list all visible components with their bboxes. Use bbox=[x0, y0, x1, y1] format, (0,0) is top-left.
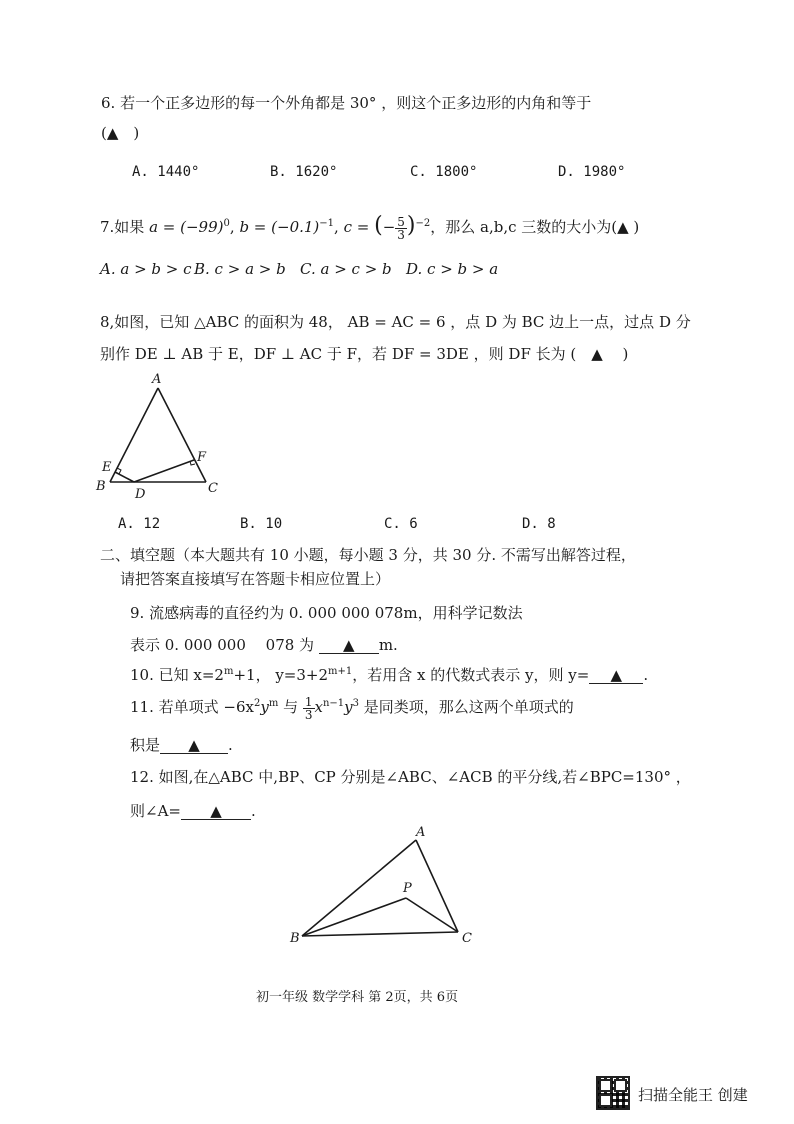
q7-line: 7.如果 $a = (-99)^0$, $b = (-0.1)^{-1}$, c = (− $\frac{5}{3}$ )$^{-2}$，那么 a,b,c 三数的大小为(▲ ) bbox=[100, 213, 640, 242]
q11-y2: y bbox=[344, 698, 353, 716]
q12-end: . bbox=[250, 802, 256, 820]
q7-b-part: b = (−0.1) bbox=[239, 218, 320, 236]
q6-option-d: D. 1980° bbox=[558, 164, 626, 180]
qr-code-icon bbox=[596, 1076, 630, 1110]
q6-line1: 6. 若一个正多边形的每一个外角都是 30° ，则这个正多边形的内角和等于 bbox=[101, 94, 592, 112]
q10-mid: +1， y=3+2 bbox=[233, 666, 329, 684]
q7-option-b: B. c > a > b bbox=[194, 260, 286, 278]
q7-a-part: a = (−99) bbox=[149, 218, 224, 236]
q7-c-rparen: ) bbox=[406, 213, 416, 238]
q10-line bbox=[130, 664, 648, 685]
q8-option-b: B. 10 bbox=[240, 516, 283, 532]
q8-option-a: A. 12 bbox=[118, 516, 161, 532]
q11-fraction: $\frac{1}{3}$ bbox=[304, 694, 313, 722]
q11-y-exp: m bbox=[268, 698, 279, 709]
q12-label-b: B bbox=[290, 931, 300, 946]
q7-suffix: ，那么 a,b,c 三数的大小为(▲ ) bbox=[430, 218, 640, 236]
q11-x-exp: 2 bbox=[253, 698, 261, 709]
q12-label-p: P bbox=[403, 881, 412, 896]
q12-line2 bbox=[130, 800, 256, 821]
q12-side-bc bbox=[302, 932, 458, 936]
q9-line1: 9. 流感病毒的直径约为 0. 000 000 078m，用科学记数法 bbox=[130, 604, 523, 622]
q8-line1: 8,如图，已知 △ABC 的面积为 48， AB = AC = 6 ，点 D 为 BC 边上一点，过点 D 分 bbox=[100, 313, 691, 331]
q11-y-var: y bbox=[260, 698, 269, 716]
q9-line2-prefix: 表示 0. 000 000 078 为 bbox=[130, 636, 315, 654]
q6-option-b: B. 1620° bbox=[270, 164, 338, 180]
q8-label-c: C bbox=[208, 481, 218, 496]
q8-label-f: F bbox=[197, 450, 207, 465]
q11-answer-blank: ▲ bbox=[160, 737, 228, 754]
q7-c-part: c = bbox=[343, 218, 375, 236]
q7-option-c: C. a > c > b bbox=[300, 260, 392, 278]
q8-line2: 别作 DE ⊥ AB 于 E，DF ⊥ AC 于 F，若 DF = 3DE ，则 DF 长为 ( ▲ ) bbox=[100, 345, 629, 363]
q6-option-a: A. 1440° bbox=[132, 164, 200, 180]
q11-prefix: 11. 若单项式 −6x bbox=[130, 698, 254, 716]
q11-line2 bbox=[130, 734, 233, 755]
q12-side-ab bbox=[302, 840, 416, 936]
q12-segment-bp bbox=[302, 898, 406, 936]
q8-label-e: E bbox=[102, 460, 112, 475]
q7-c-lparen: ( bbox=[374, 213, 383, 238]
q9-line2 bbox=[130, 634, 398, 655]
q8-label-a: A bbox=[152, 372, 162, 387]
q8-figure bbox=[90, 368, 230, 500]
q9-answer-blank: ▲ bbox=[319, 637, 379, 654]
q11-line1 bbox=[130, 690, 574, 721]
q9-line2-suffix: m. bbox=[378, 636, 398, 654]
q10-text: ，若用含 x 的代数式表示 y，则 y= bbox=[352, 666, 590, 684]
q12-line2-prefix: 则∠A= bbox=[130, 802, 181, 820]
q11-y2-exp: 3 bbox=[352, 698, 360, 709]
q12-label-a: A bbox=[416, 825, 426, 840]
q10-end: . bbox=[643, 666, 649, 684]
section2-line1: 二、填空题（本大题共有 10 小题，每小题 3 分，共 30 分. 不需写出解答过程， bbox=[100, 546, 636, 564]
q8-option-c: C. 6 bbox=[384, 516, 418, 532]
q8-segment-de bbox=[115, 472, 134, 482]
q7-a-exp: 0 bbox=[223, 218, 230, 229]
q12-figure bbox=[280, 820, 480, 950]
q12-answer-blank: ▲ bbox=[181, 803, 251, 820]
q11-x2: x bbox=[314, 698, 323, 716]
q6-option-c: C. 1800° bbox=[410, 164, 478, 180]
q11-x2-exp: n−1 bbox=[322, 698, 345, 709]
watermark-text: 扫描全能王 创建 bbox=[638, 1086, 748, 1104]
q8-side-ac bbox=[158, 388, 206, 482]
section2-line2: 请把答案直接填写在答题卡相应位置上） bbox=[120, 570, 391, 588]
q7-c-fraction: $\frac{5}{3}$ bbox=[397, 214, 405, 242]
q11-suffix: 是同类项，那么这两个单项式的 bbox=[359, 698, 574, 716]
q10-prefix: 10. 已知 x=2 bbox=[130, 666, 224, 684]
q8-label-d: D bbox=[135, 487, 146, 500]
q8-option-d: D. 8 bbox=[522, 516, 556, 532]
q11-line2-prefix: 积是 bbox=[130, 736, 161, 754]
q10-answer-blank: ▲ bbox=[589, 667, 643, 684]
q7-c-exp: −2 bbox=[415, 218, 431, 229]
q10-x-exp: m bbox=[223, 666, 234, 677]
q7-option-d: D. c > b > a bbox=[406, 260, 499, 278]
q8-label-b: B bbox=[96, 479, 106, 494]
q10-y-exp: m+1 bbox=[328, 666, 353, 677]
q7-b-exp: −1 bbox=[319, 218, 335, 229]
page-footer: 初一年级 数学学科 第 2页，共 6页 bbox=[256, 990, 459, 1005]
q11-mid: 与 bbox=[278, 698, 303, 716]
q7-prefix: 7.如果 bbox=[100, 218, 145, 236]
q6-line2: (▲ ) bbox=[101, 124, 140, 142]
q12-label-c: C bbox=[462, 931, 472, 946]
q11-end: . bbox=[228, 736, 233, 754]
q8-segment-df bbox=[134, 460, 194, 482]
q12-line1: 12. 如图,在△ABC 中,BP、CP 分别是∠ABC、∠ACB 的平分线,若∠BPC=130° ， bbox=[130, 768, 691, 786]
q7-option-a: A. a > b > c bbox=[100, 260, 192, 278]
